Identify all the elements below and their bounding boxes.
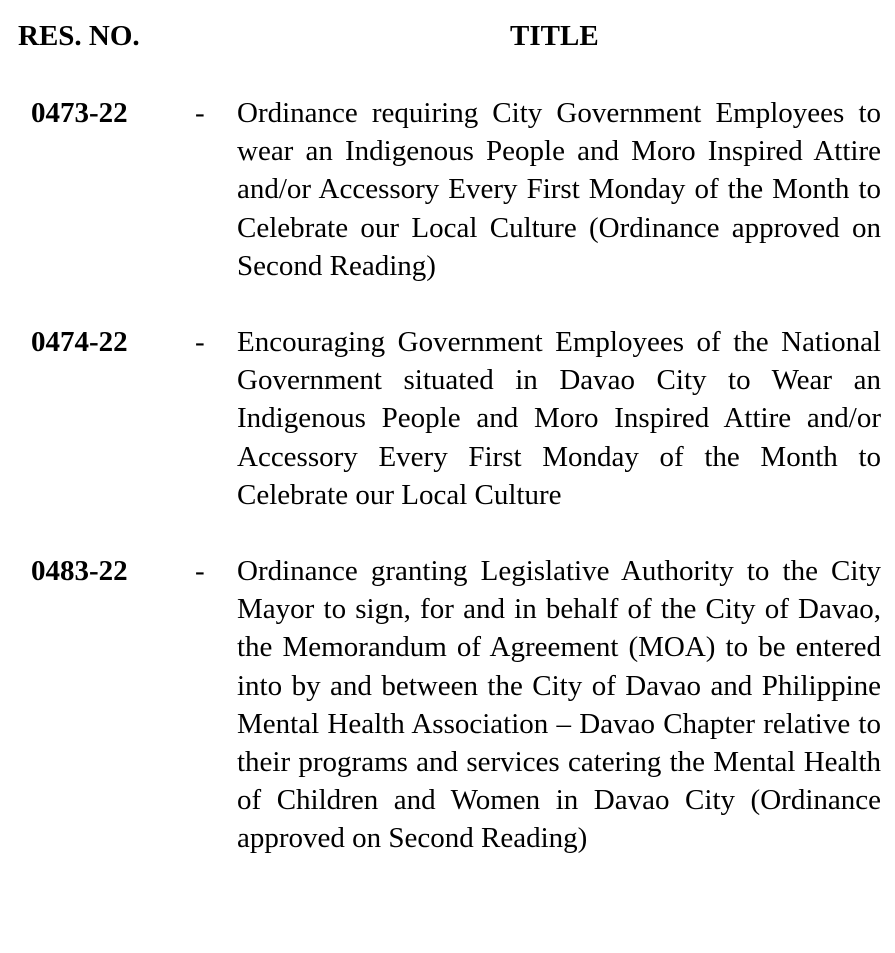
resolution-number: 0474-22 [31,326,128,359]
separator-dash: - [195,97,205,129]
resolution-entry [0,323,895,514]
title-column-header: TITLE [510,20,599,52]
separator-dash: - [195,326,205,359]
resolution-number: 0473-22 [31,97,128,129]
resolution-title: Ordinance requiring City Government Employees to wear an Indigenous People and Moro Inspired Attire and/or Accessory Every First Monday of the Month to Celebrate our Local Culture (Ordinance approved on Second Reading) [237,97,881,282]
res-no-column-header: RES. NO. [18,20,140,52]
resolution-entry [0,552,895,858]
resolution-title: Ordinance granting Legislative Authority to the City Mayor to sign, for and in behalf of the City of Davao, the Memorandum of Agreement (MOA) to be entered into by and between the City of Davao and Philippine Mental Health Association – Davao Chapter relative to their programs and services catering the Mental Health of Children and Women in Davao City (Ordinance approved on Second Reading) [237,555,881,855]
resolution-entry [0,94,895,285]
resolution-title: Encouraging Government Employees of the National Government situated in Davao City to Wear an Indigenous People and Moro Inspired Attire and/or Accessory Every First Monday of the Month to Celebrate our Local Culture [237,326,881,511]
table-header [0,16,895,56]
resolution-number: 0483-22 [31,555,128,588]
resolution-list [0,94,895,896]
separator-dash: - [195,555,205,588]
